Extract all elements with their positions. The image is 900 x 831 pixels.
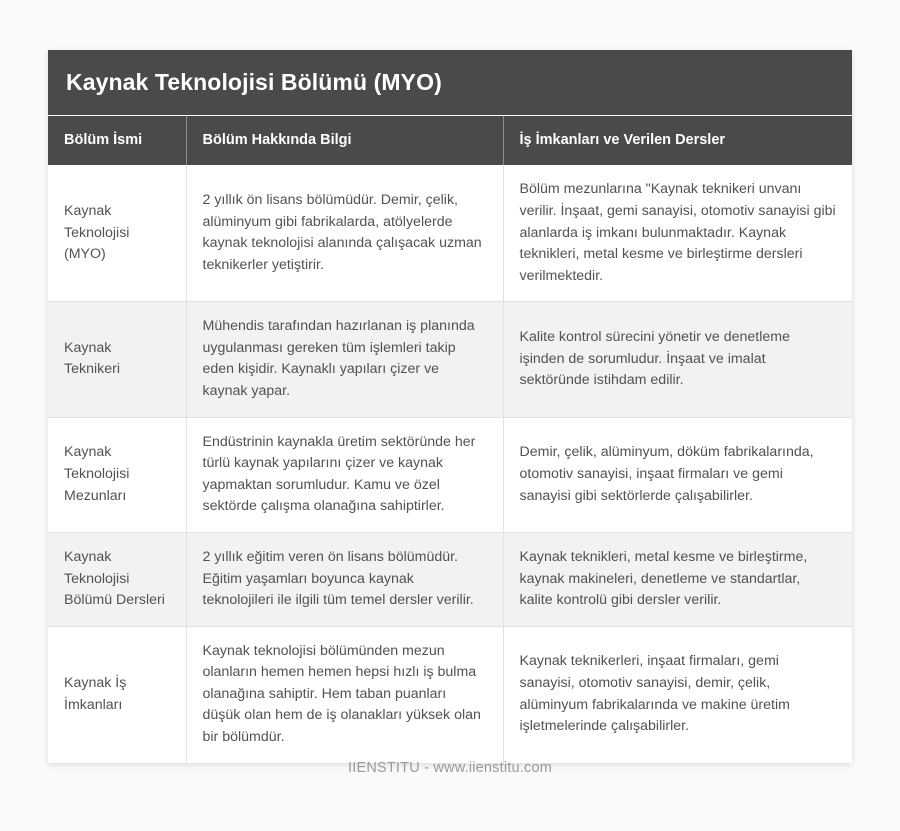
cell-jobs-and-courses: Demir, çelik, alüminyum, döküm fabrikalarında, otomotiv sanayisi, inşaat firmaları ve gemi sanayisi gibi sektörlerde çalışabilirler. (503, 417, 852, 532)
footer-attribution: IIENSTITU - www.iienstitu.com (348, 760, 552, 776)
column-header-department-info: Bölüm Hakkında Bilgi (186, 116, 503, 166)
info-table-card (48, 50, 852, 763)
cell-department-name: Kaynak Teknolojisi Bölümü Dersleri (48, 532, 186, 626)
table-row (48, 532, 852, 626)
table-body (48, 165, 852, 762)
cell-department-name: Kaynak İş İmkanları (48, 626, 186, 762)
table-header-row (48, 116, 852, 166)
column-header-jobs-and-courses: İş İmkanları ve Verilen Dersler (503, 116, 852, 166)
table-row (48, 302, 852, 417)
table-row (48, 165, 852, 301)
page-title: Kaynak Teknolojisi Bölümü (MYO) (48, 50, 852, 116)
department-info-table (48, 116, 852, 763)
cell-department-info: Endüstrinin kaynakla üretim sektöründe her türlü kaynak yapılarını çizer ve kaynak yapmaktan sorumludur. Kamu ve özel sektörde çalışma olanağına sahiptirler. (186, 417, 503, 532)
cell-jobs-and-courses: Bölüm mezunlarına "Kaynak teknikeri unvanı verilir. İnşaat, gemi sanayisi, otomotiv sanayisi gibi alanlarda iş imkanı bulunmaktadır. Kaynak teknikleri, metal kesme ve birleştirme dersleri verilmektedir. (503, 165, 852, 301)
cell-department-name: Kaynak Teknolojisi Mezunları (48, 417, 186, 532)
cell-department-info: Kaynak teknolojisi bölümünden mezun olanların hemen hemen hepsi hızlı iş bulma olanağına sahiptir. Hem taban puanları düşük olan hem de iş olanakları yüksek olan bir bölümdür. (186, 626, 503, 762)
cell-department-name: Kaynak Teknolojisi (MYO) (48, 165, 186, 301)
cell-department-name: Kaynak Teknikeri (48, 302, 186, 417)
table-row (48, 417, 852, 532)
column-header-department-name: Bölüm İsmi (48, 116, 186, 166)
cell-jobs-and-courses: Kalite kontrol sürecini yönetir ve denetleme işinden de sorumludur. İnşaat ve imalat sektöründe istihdam edilir. (503, 302, 852, 417)
cell-department-info: 2 yıllık eğitim veren ön lisans bölümüdür. Eğitim yaşamları boyunca kaynak teknolojileri ile ilgili tüm temel dersler verilir. (186, 532, 503, 626)
table-head (48, 116, 852, 166)
cell-jobs-and-courses: Kaynak teknikleri, metal kesme ve birleştirme, kaynak makineleri, denetleme ve standartlar, kalite kontrolü gibi dersler verilir. (503, 532, 852, 626)
cell-department-info: Mühendis tarafından hazırlanan iş planında uygulanması gereken tüm işlemleri takip eden kişidir. Kaynaklı yapıları çizer ve kaynak yapar. (186, 302, 503, 417)
table-row (48, 626, 852, 762)
cell-jobs-and-courses: Kaynak teknikerleri, inşaat firmaları, gemi sanayisi, otomotiv sanayisi, demir, çelik, alüminyum fabrikalarında ve makine üretim işletmelerinde çalışabilirler. (503, 626, 852, 762)
cell-department-info: 2 yıllık ön lisans bölümüdür. Demir, çelik, alüminyum gibi fabrikalarda, atölyelerde kaynak teknolojisi alanında çalışacak uzman teknikerler yetiştirir. (186, 165, 503, 301)
